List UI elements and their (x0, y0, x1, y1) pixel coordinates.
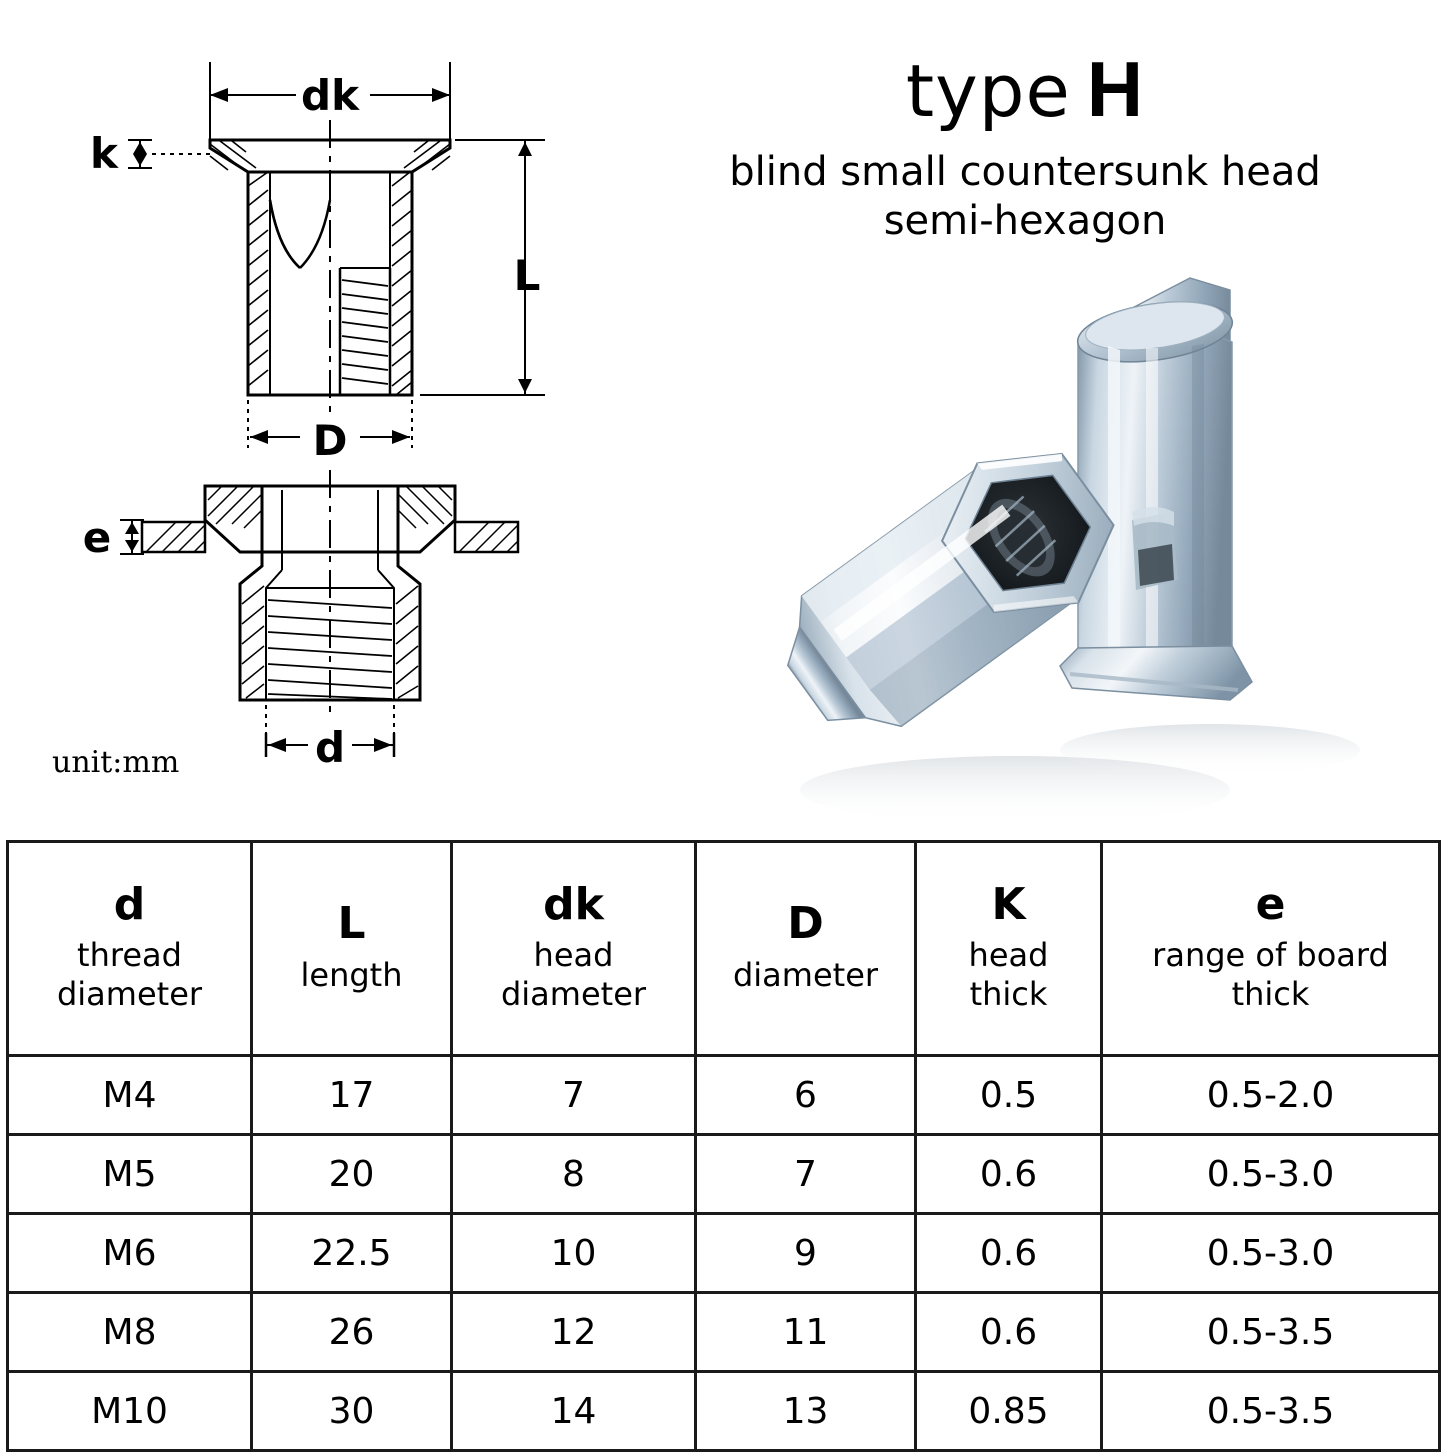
col-header-L (252, 842, 452, 1056)
table-row (8, 1372, 1440, 1451)
cell-K: 0.6 (916, 1214, 1102, 1293)
cell-d: M6 (8, 1214, 252, 1293)
cell-K: 0.5 (916, 1056, 1102, 1135)
cell-d: M8 (8, 1293, 252, 1372)
col-symbol-e: e (1255, 878, 1286, 930)
spec-table-container (6, 840, 1438, 1452)
col-symbol-K: K (991, 878, 1026, 930)
unit-label: unit:mm (52, 745, 180, 780)
cell-L: 22.5 (252, 1214, 452, 1293)
label-e: e (82, 513, 112, 562)
table-row (8, 1056, 1440, 1135)
cell-D: 11 (696, 1293, 916, 1372)
cell-K: 0.6 (916, 1135, 1102, 1214)
cell-dk: 10 (452, 1214, 696, 1293)
label-dk: dk (301, 71, 359, 120)
rivet-nut-standing (1060, 278, 1252, 700)
cell-D: 6 (696, 1056, 916, 1135)
cell-e: 0.5-3.5 (1102, 1372, 1440, 1451)
col-symbol-L: L (337, 898, 366, 949)
type-letter: H (1086, 45, 1145, 133)
col-desc-D: diameter (732, 955, 879, 994)
col-symbol-dk: dk (543, 878, 604, 930)
col-desc-dk: head diameter (500, 936, 647, 1013)
label-L: L (513, 251, 541, 300)
col-header-e (1102, 842, 1440, 1056)
subtitle (645, 148, 1405, 246)
cell-e: 0.5-3.0 (1102, 1214, 1440, 1293)
label-D: D (312, 416, 348, 465)
cell-D: 7 (696, 1135, 916, 1214)
product-photo-svg (760, 250, 1400, 830)
drawing-svg (0, 0, 620, 830)
cell-d: M4 (8, 1056, 252, 1135)
type-heading (645, 45, 1405, 133)
cell-d: M5 (8, 1135, 252, 1214)
cell-L: 17 (252, 1056, 452, 1135)
cell-dk: 14 (452, 1372, 696, 1451)
cell-dk: 8 (452, 1135, 696, 1214)
cell-K: 0.6 (916, 1293, 1102, 1372)
technical-drawing (0, 0, 620, 830)
subtitle-line-1: blind small countersunk head (729, 149, 1321, 195)
cell-L: 26 (252, 1293, 452, 1372)
cell-dk: 7 (452, 1056, 696, 1135)
cell-e: 0.5-3.5 (1102, 1293, 1440, 1372)
table-row (8, 1293, 1440, 1372)
cell-L: 20 (252, 1135, 452, 1214)
cell-dk: 12 (452, 1293, 696, 1372)
table-row (8, 1135, 1440, 1214)
col-header-d (8, 842, 252, 1056)
type-word: type (905, 49, 1071, 133)
col-desc-L: length (300, 955, 403, 994)
col-desc-d: thread diameter (56, 936, 203, 1013)
col-header-D (696, 842, 916, 1056)
col-symbol-d: d (113, 878, 146, 930)
label-k: k (90, 129, 118, 178)
product-photo (760, 250, 1400, 830)
subtitle-line-2: semi-hexagon (883, 197, 1167, 244)
cell-e: 0.5-3.0 (1102, 1135, 1440, 1214)
label-d: d (314, 723, 346, 772)
cell-D: 13 (696, 1372, 916, 1451)
spec-table-body (8, 1056, 1440, 1451)
col-header-K (916, 842, 1102, 1056)
cell-K: 0.85 (916, 1372, 1102, 1451)
cell-D: 9 (696, 1214, 916, 1293)
cell-L: 30 (252, 1372, 452, 1451)
cell-e: 0.5-2.0 (1102, 1056, 1440, 1135)
spec-table-head (8, 842, 1440, 1056)
col-desc-e: range of board thick (1152, 936, 1389, 1013)
table-row (8, 1214, 1440, 1293)
table-header-row (8, 842, 1440, 1056)
col-symbol-D: D (787, 898, 824, 949)
spec-table (6, 840, 1441, 1452)
cell-d: M10 (8, 1372, 252, 1451)
col-header-dk (452, 842, 696, 1056)
col-desc-K: head thick (968, 936, 1049, 1013)
title-block (645, 45, 1405, 246)
